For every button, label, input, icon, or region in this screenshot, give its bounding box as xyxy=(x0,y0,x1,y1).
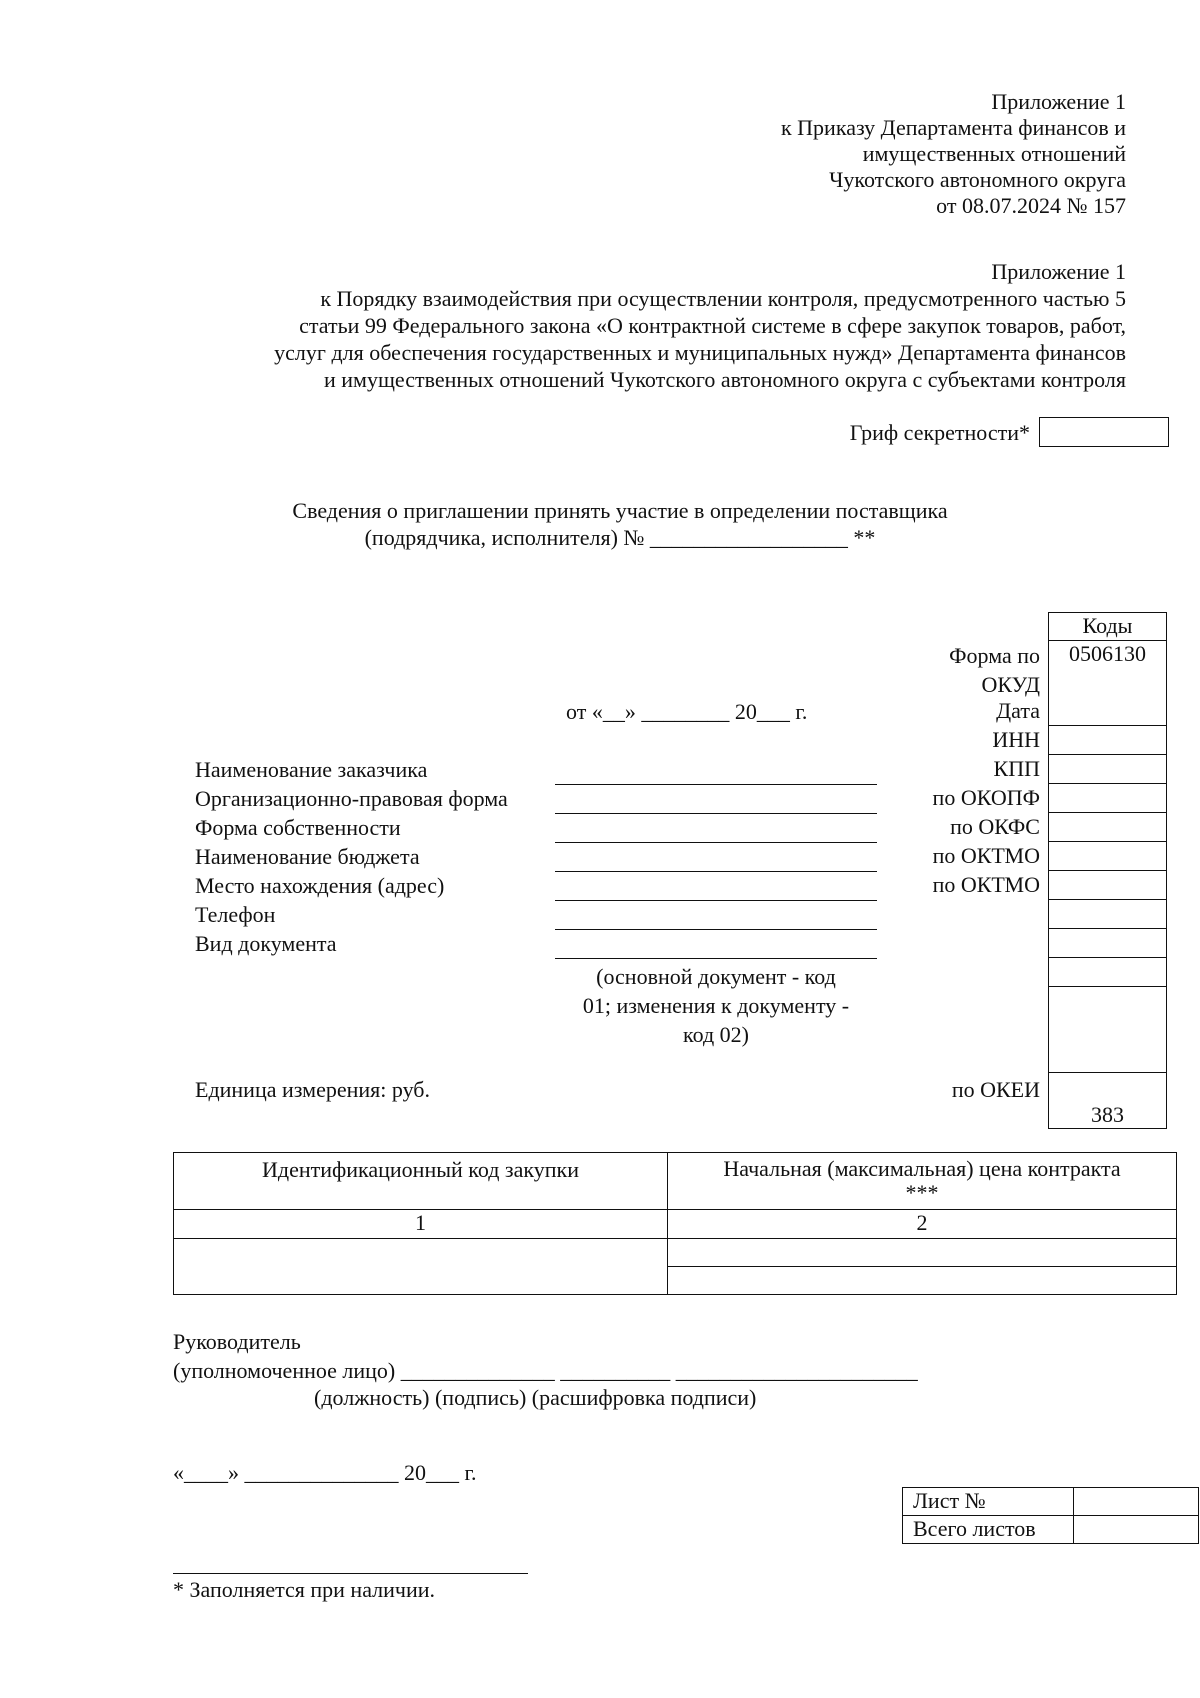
okfs-code-cell[interactable] xyxy=(1049,842,1167,871)
kpp-label: КПП xyxy=(993,756,1040,781)
appendix2-block xyxy=(126,258,1126,393)
codes-table xyxy=(1048,612,1167,1129)
col2-number: 2 xyxy=(668,1210,1177,1239)
signature-head: Руководитель xyxy=(173,1329,301,1354)
sheet-no-cell[interactable] xyxy=(1074,1488,1199,1516)
signature-date: «____» ______________ 20___ г. xyxy=(173,1460,477,1485)
okud-label-line2: ОКУД xyxy=(981,672,1040,697)
appendix1-line: от 08.07.2024 № 157 xyxy=(936,193,1126,218)
doctype-note xyxy=(555,962,877,1049)
secrecy-label: Гриф секретности* xyxy=(849,420,1030,445)
field-label: Место нахождения (адрес) xyxy=(195,873,445,898)
okopf-label: по ОКОПФ xyxy=(932,785,1040,810)
price-cell-1[interactable] xyxy=(668,1239,1177,1267)
okud-label-line1: Форма по xyxy=(949,643,1040,668)
okud-code-cell[interactable]: 0506130 xyxy=(1049,641,1167,726)
date-label: Дата xyxy=(996,698,1040,723)
okei-label: по ОКЕИ xyxy=(951,1077,1040,1102)
title-line2: (подрядчика, исполнителя) № __________________ ** xyxy=(364,525,876,550)
appendix2-line: к Порядку взаимодействия при осуществлении контроля, предусмотренного частью 5 xyxy=(320,286,1126,311)
okei-code-cell[interactable]: 383 xyxy=(1049,1073,1167,1129)
field-label: Телефон xyxy=(195,902,276,927)
date-code-cell[interactable] xyxy=(1049,726,1167,755)
field-label: Организационно-правовая форма xyxy=(195,786,508,811)
field-label: Вид документа xyxy=(195,931,337,956)
okopf-code-cell[interactable] xyxy=(1049,813,1167,842)
price-cell-2[interactable] xyxy=(668,1267,1177,1295)
appendix2-line: услуг для обеспечения государственных и муниципальных нужд» Департамента финансов xyxy=(274,340,1126,365)
inn-code-cell[interactable] xyxy=(1049,755,1167,784)
oktmo2-code-cell[interactable] xyxy=(1049,900,1167,929)
budget-line[interactable] xyxy=(555,871,877,872)
doctype-line[interactable] xyxy=(555,958,877,959)
field-label: Наименование заказчика xyxy=(195,757,428,782)
col1-number: 1 xyxy=(174,1210,668,1239)
footnote: * Заполняется при наличии. xyxy=(173,1577,436,1602)
appendix2-line: статьи 99 Федерального закона «О контрактной системе в сфере закупок товаров, работ, xyxy=(299,313,1126,338)
sheet-table xyxy=(902,1487,1199,1544)
sheet-total-cell[interactable] xyxy=(1074,1516,1199,1544)
oktmo1-code-cell[interactable] xyxy=(1049,871,1167,900)
okud-label xyxy=(840,641,1040,699)
oktmo1-label: по ОКТМО xyxy=(932,843,1040,868)
customer-name-line[interactable] xyxy=(555,784,877,785)
doctype-note-code-cell[interactable] xyxy=(1049,987,1167,1073)
procurement-table xyxy=(173,1152,1177,1295)
inn-label: ИНН xyxy=(992,727,1040,752)
doctype-note-line1: (основной документ - код xyxy=(596,964,836,989)
field-label: Форма собственности xyxy=(195,815,401,840)
field-label: Наименование бюджета xyxy=(195,844,420,869)
appendix1-line: к Приказу Департамента финансов и xyxy=(780,115,1126,140)
document-title xyxy=(240,497,1000,551)
col2-header-line2: *** xyxy=(905,1180,939,1205)
doctype-code-cell[interactable] xyxy=(1049,958,1167,987)
okfs-label: по ОКФС xyxy=(950,814,1040,839)
legal-form-line[interactable] xyxy=(555,813,877,814)
signature-block xyxy=(173,1327,918,1385)
secrecy-box[interactable] xyxy=(1039,417,1169,447)
doctype-note-line3: код 02) xyxy=(683,1022,749,1047)
oktmo2-label: по ОКТМО xyxy=(932,872,1040,897)
kpp-code-cell[interactable] xyxy=(1049,784,1167,813)
date-line: от «__» ________ 20___ г. xyxy=(566,699,808,724)
signature-captions: (должность) (подпись) (расшифровка подписи) xyxy=(314,1385,757,1410)
appendix1-line: Приложение 1 xyxy=(991,89,1126,114)
appendix1-line: Чукотского автономного округа xyxy=(829,167,1126,192)
doctype-note-line2: 01; изменения к документу - xyxy=(582,993,850,1018)
appendix1-block xyxy=(426,89,1126,219)
signature-authorized: (уполномоченное лицо) ______________ __________ ______________________ xyxy=(173,1358,918,1383)
phone-line[interactable] xyxy=(555,929,877,930)
col2-header-line1: Начальная (максимальная) цена контракта xyxy=(723,1156,1121,1181)
unit-label: Единица измерения: руб. xyxy=(195,1077,430,1102)
phone-code-cell[interactable] xyxy=(1049,929,1167,958)
col1-header: Идентификационный код закупки xyxy=(174,1153,668,1210)
sheet-no-label: Лист № xyxy=(903,1488,1074,1516)
col2-header xyxy=(668,1153,1177,1210)
appendix1-line: имущественных отношений xyxy=(862,141,1126,166)
title-line1: Сведения о приглашении принять участие в определении поставщика xyxy=(292,498,948,523)
sheet-total-label: Всего листов xyxy=(903,1516,1074,1544)
ownership-line[interactable] xyxy=(555,842,877,843)
footnote-separator xyxy=(173,1573,528,1574)
procurement-code-cell[interactable] xyxy=(174,1239,668,1295)
address-line[interactable] xyxy=(555,900,877,901)
field-labels xyxy=(195,757,555,960)
codes-header: Коды xyxy=(1049,613,1167,641)
appendix2-line: и имущественных отношений Чукотского автономного округа с субъектами контроля xyxy=(323,367,1126,392)
appendix2-line: Приложение 1 xyxy=(991,259,1126,284)
